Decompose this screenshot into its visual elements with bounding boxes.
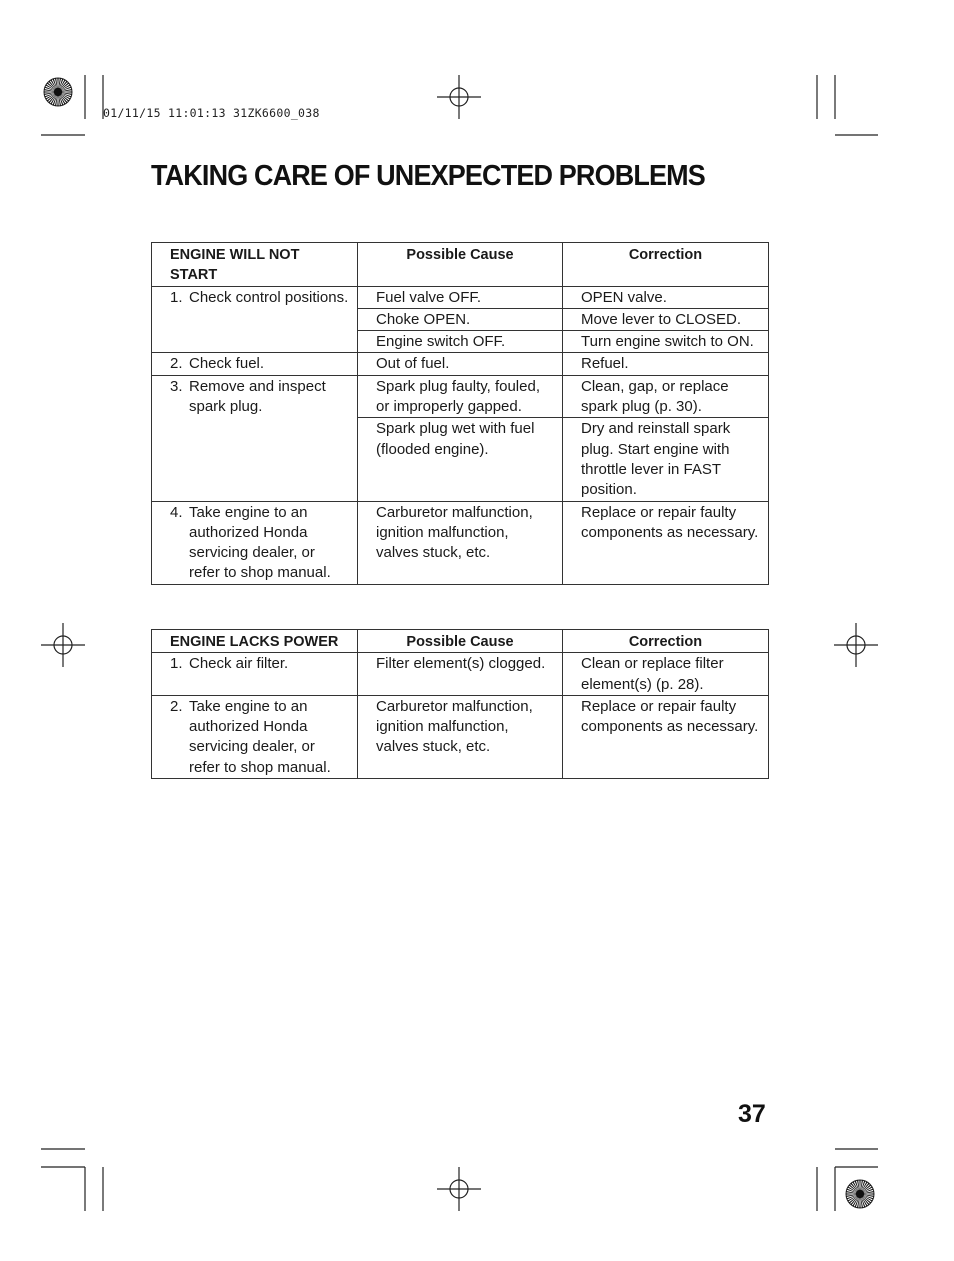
correction-cell: Move lever to CLOSED. — [563, 308, 769, 330]
check-step-cell — [152, 375, 358, 501]
step-text: Remove and inspect spark plug. — [189, 377, 326, 416]
table-row — [152, 286, 769, 308]
step-text: Check fuel. — [189, 355, 265, 373]
registration-target-icon — [437, 1167, 481, 1211]
correction-cell: Replace or repair faulty components as necessary. — [563, 695, 769, 778]
correction-cell: Dry and reinstall spark plug. Start engine with throttle lever in FAST position. — [563, 418, 769, 501]
page-number: 37 — [738, 1100, 766, 1128]
correction-column-header: Correction — [563, 243, 769, 287]
cause-cell: Carburetor malfunction, ignition malfunction, valves stuck, etc. — [358, 695, 563, 778]
print-stamp: 01/11/15 11:01:13 31ZK6600_038 — [103, 106, 320, 120]
step-text: Check air filter. — [189, 655, 289, 673]
cause-cell: Out of fuel. — [358, 353, 563, 375]
starburst-registration-icon — [44, 78, 72, 106]
registration-target-icon — [437, 75, 481, 119]
correction-cell: Clean, gap, or replace spark plug (p. 30). — [563, 375, 769, 418]
cause-cell: Choke OPEN. — [358, 308, 563, 330]
engine-will-not-start-table — [151, 242, 769, 585]
check-step-cell — [152, 353, 358, 375]
correction-cell: Turn engine switch to ON. — [563, 331, 769, 353]
step-text: Take engine to an authorized Honda servicing dealer, or refer to shop manual. — [189, 697, 331, 776]
step-number: 4. — [170, 503, 183, 521]
table-row — [152, 375, 769, 418]
check-step-cell — [152, 286, 358, 353]
check-step-cell — [152, 501, 358, 584]
table-row — [152, 653, 769, 696]
cause-cell: Spark plug faulty, fouled, or improperly gapped. — [358, 375, 563, 418]
step-number: 2. — [170, 697, 183, 715]
cause-column-header: Possible Cause — [358, 630, 563, 653]
cause-cell: Engine switch OFF. — [358, 331, 563, 353]
engine-lacks-power-table — [151, 629, 769, 779]
correction-cell: Clean or replace filter element(s) (p. 28). — [563, 653, 769, 696]
table-row — [152, 501, 769, 584]
step-number: 3. — [170, 377, 183, 395]
step-number: 1. — [170, 288, 183, 306]
cause-cell: Filter element(s) clogged. — [358, 653, 563, 696]
crop-mark-icon — [41, 75, 103, 135]
step-number: 1. — [170, 655, 183, 673]
cause-cell: Carburetor malfunction, ignition malfunction, valves stuck, etc. — [358, 501, 563, 584]
table-header-row — [152, 243, 769, 287]
crop-mark-icon — [41, 1149, 103, 1211]
check-step-cell — [152, 653, 358, 696]
step-text: Check control positions. — [189, 288, 349, 306]
cause-column-header: Possible Cause — [358, 243, 563, 287]
correction-cell: Refuel. — [563, 353, 769, 375]
correction-cell: OPEN valve. — [563, 286, 769, 308]
step-number: 2. — [170, 355, 183, 373]
table-header-row — [152, 630, 769, 653]
step-text: Take engine to an authorized Honda servicing dealer, or refer to shop manual. — [189, 503, 331, 582]
registration-target-icon — [41, 623, 85, 667]
page-title: TAKING CARE OF UNEXPECTED PROBLEMS — [151, 160, 705, 192]
table-row — [152, 353, 769, 375]
correction-cell: Replace or repair faulty components as necessary. — [563, 501, 769, 584]
cause-cell: Spark plug wet with fuel (flooded engine). — [358, 418, 563, 501]
starburst-registration-icon — [846, 1180, 874, 1208]
check-step-cell — [152, 695, 358, 778]
registration-target-icon — [834, 623, 878, 667]
symptom-heading: ENGINE WILL NOT START — [152, 243, 358, 287]
crop-mark-icon — [817, 75, 878, 135]
crop-mark-icon — [817, 1149, 878, 1211]
symptom-heading: ENGINE LACKS POWER — [152, 630, 358, 653]
cause-cell: Fuel valve OFF. — [358, 286, 563, 308]
table-row — [152, 695, 769, 778]
correction-column-header: Correction — [563, 630, 769, 653]
